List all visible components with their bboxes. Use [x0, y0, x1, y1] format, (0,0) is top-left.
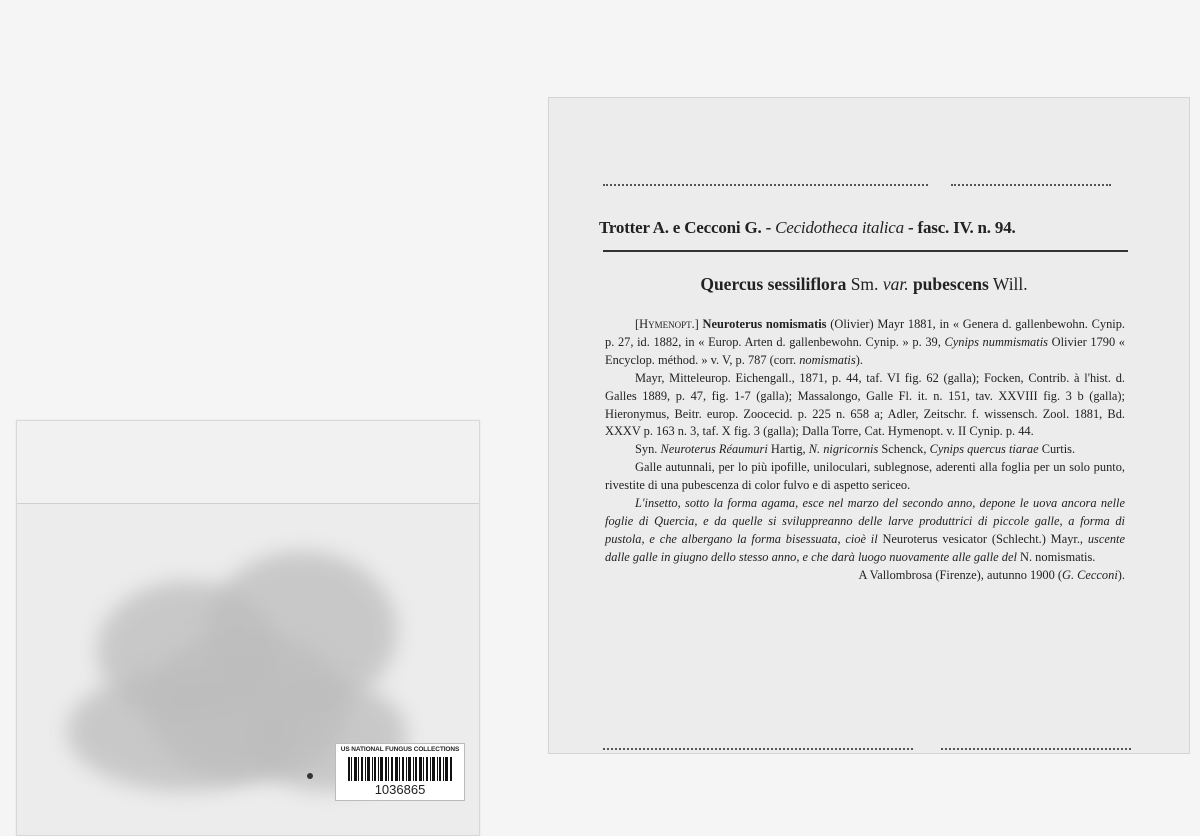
dotted-rule: [603, 748, 913, 750]
synonym-author: Hartig,: [770, 442, 806, 457]
biology-end: N. nomismatis.: [1020, 549, 1096, 564]
exsiccata-label: [548, 97, 1190, 754]
gall-maker-name: Neuroterus nomismatis: [702, 317, 827, 331]
variety-author: Will.: [992, 274, 1028, 294]
biology-text: L'insetto, sotto la forma agama, esce nel marzo del secondo anno, depone le uova ancora nelle foglie di Quercia, e da quelle si sviluppreanno delle larve produttrici di piccole galle, a forma di pustola, e che albergano la forma bisessuata, cioè il: [605, 496, 1125, 546]
specimen-speck: [307, 773, 313, 779]
barcode-number: 1036865: [374, 782, 426, 797]
paragraph-literature: Mayr, Mitteleurop. Eichengall., 1871, p. 44, taf. VI fig. 62 (galla); Focken, Contrib. à l'hist. d. Galles 1889, p. 47, fig. 1-7 (galla); Massalongo, Galle Fl. it. n. 151, tav. XXVIII fig. 3 b (galla); Hieronymus, Beitr. europ. Zoocecid. p. 225 n. 658 a; Adler, Zeitschr. f. wissensch. Zool. 1881, Bd. XXXV p. 163 n. 3, taf. X fig. 3 (galla); Dalla Torre, Cat. Hymenopt. v. II Cynip. p. 44.: [605, 370, 1125, 439]
barcode-bars: [348, 757, 452, 781]
biology-text: uscente dalle galle in giugno dello stesso anno, e che darà luogo nuovamente alle galle del: [605, 531, 1125, 564]
correction: nomismatis: [799, 352, 856, 367]
collector: G. Cecconi: [1062, 567, 1118, 582]
barcode-label: [335, 743, 465, 801]
specimen-packet: [16, 420, 480, 836]
dotted-rule: [941, 748, 1131, 750]
synonym: N. nigricornis: [808, 442, 879, 457]
dotted-rule: [603, 184, 928, 186]
citation: (Olivier) Mayr 1881, in « Genera d. gallenbewohn. Cynip. p. 27, id. 1882, in « Europ. Arten d. gallenbewohn. Cynip. » p. 39,: [605, 317, 1126, 349]
heading-rule: [603, 250, 1128, 252]
locality: [605, 567, 1125, 585]
punct: ).: [1117, 567, 1125, 582]
paragraph-name: [605, 316, 1125, 370]
series-authors: Trotter A. e Cecconi G. -: [599, 218, 772, 237]
paragraph-description: Galle autunnali, per lo più ipofille, uniloculari, sublegnose, aderenti alla foglia per un solo punto, rivestite di una pubescenza di color fulvo e di aspetto sericeo.: [605, 460, 1125, 493]
synonym: Neuroterus Réaumuri: [660, 442, 768, 457]
punct: ).: [855, 352, 863, 367]
label-body: [605, 316, 1125, 585]
host-variety: pubescens: [912, 274, 989, 294]
host-author: Sm.: [850, 274, 879, 294]
series-fascicle: - fasc. IV. n. 94.: [908, 218, 1016, 237]
paragraph-synonyms: [605, 441, 1125, 459]
barcode-institution: US NATIONAL FUNGUS COLLECTIONS: [340, 746, 460, 753]
series-title: Cecidotheca italica: [775, 218, 904, 237]
host-genus-species: Quercus sessiliflora: [700, 274, 847, 294]
biology-species: Neuroterus vesicator (Schlecht.) Mayr.,: [882, 531, 1084, 546]
host-species: [599, 274, 1129, 295]
synonym-author: Schenck,: [881, 442, 927, 457]
order: [Hymenopt.]: [635, 317, 699, 331]
dotted-rule: [951, 184, 1111, 186]
series-heading: [599, 218, 1129, 238]
locality-text: A Vallombrosa (Firenze), autunno 1900 (: [858, 567, 1063, 582]
syn-prefix: Syn.: [635, 442, 658, 457]
packet-flap: [17, 421, 479, 504]
synonym-author: Curtis.: [1041, 442, 1076, 457]
citation: Olivier 1790 « Encyclop. méthod. » v. V, p. 787 (corr.: [605, 334, 1125, 367]
paragraph-biology: [605, 495, 1125, 567]
host-var: var.: [882, 274, 909, 294]
synonym: Cynips nummismatis: [944, 334, 1048, 349]
synonym: Cynips quercus tiarae: [929, 442, 1039, 457]
